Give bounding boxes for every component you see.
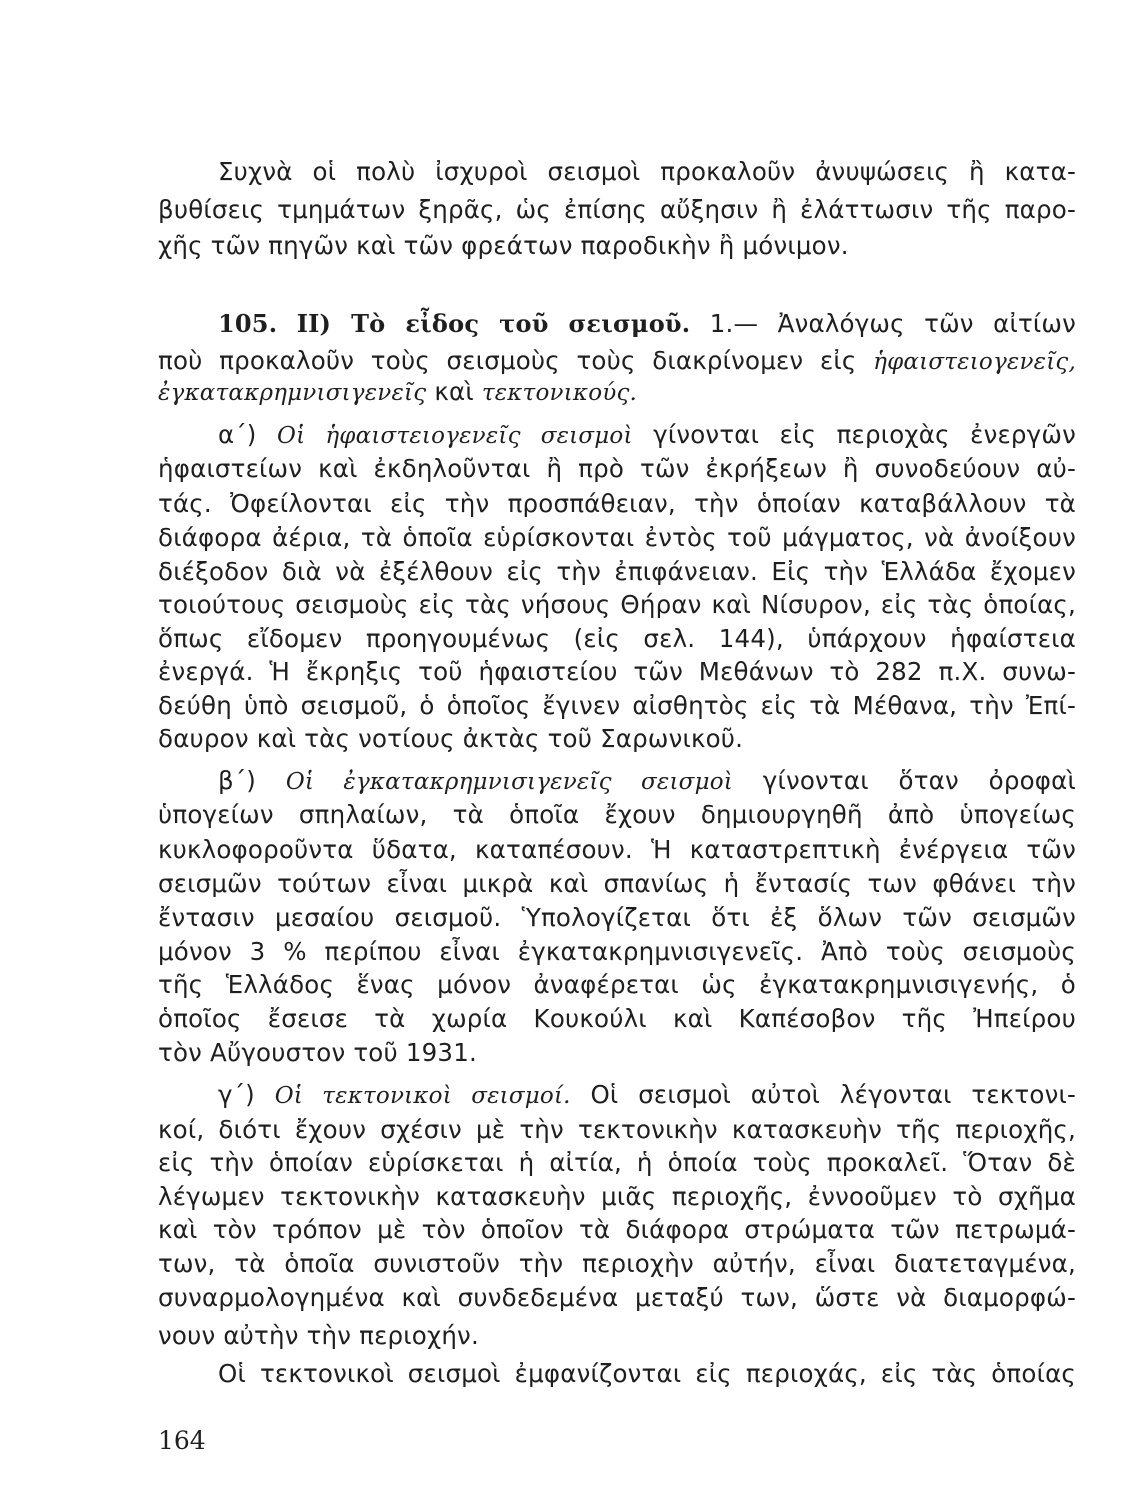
- section-text: ποὺ προκαλοῦν τοὺς σεισμοὺς τοὺς διακρίνομεν εἰς: [158, 346, 857, 375]
- italic-term: Οἱ ἐγκατακρημνισιγενεῖς σεισμοὶ: [285, 769, 733, 795]
- paragraph-text: γίνονται ὅταν ὀροφαὶ: [762, 766, 1076, 795]
- paragraph-line: ἐνεργά. Ἡ ἔκρηξις τοῦ ἡφαιστείου τῶν Μεθάνων τὸ 282 π.Χ. συνω-: [158, 657, 1076, 686]
- paragraph-line: [218, 764, 1076, 799]
- paragraph-text: Οἱ σεισμοὶ αὐτοὶ λέγονται τεκτονι-: [590, 1080, 1076, 1109]
- italic-term: ἡφαιστειογενεῖς,: [873, 349, 1076, 375]
- italic-term: τεκτονικούς.: [481, 380, 638, 406]
- paragraph-line: διέξοδον διὰ νὰ ἐξέλθουν εἰς τὴν ἐπιφάνειαν. Εἰς τὴν Ἑλλάδα ἔχομεν: [158, 557, 1076, 586]
- paragraph-line: ἡφαιστείων καὶ ἐκδηλοῦνται ἢ πρὸ τῶν ἐκρήξεων ἢ συνοδεύουν αὐ-: [158, 454, 1076, 483]
- paragraph-line: [218, 1078, 1076, 1113]
- paragraph-line: βυθίσεις τμημάτων ξηρᾶς, ὡς ἐπίσης αὔξησιν ἢ ἐλάττωσιν τῆς παρο-: [158, 195, 1076, 224]
- page-number: 164: [158, 1426, 206, 1455]
- paragraph-line: νουν αὐτὴν τὴν περιοχήν.: [158, 1321, 479, 1350]
- paragraph-line: τῆς Ἑλλάδος ἕνας μόνον ἀναφέρεται ὡς ἐγκατακρημνισιγενής, ὁ: [158, 970, 1076, 999]
- paragraph-line: [218, 418, 1076, 453]
- section-number: 105.: [218, 309, 278, 338]
- paragraph-line: ὑπογείων σπηλαίων, τὰ ὁποῖα ἔχουν δημιουργηθῆ ἀπὸ ὑπογείως: [158, 800, 1076, 829]
- paragraph-line: λέγωμεν τεκτονικὴν κατασκευὴν μιᾶς περιοχῆς, ἐννοοῦμεν τὸ σχῆμα: [158, 1182, 1076, 1211]
- paragraph-line: διάφορα ἀέρια, τὰ ὁποῖα εὑρίσκονται ἐντὸς τοῦ μάγματος, νὰ ἀνοίξουν: [158, 523, 1076, 552]
- paragraph-line: τοιούτους σεισμοὺς εἰς τὰς νήσους Θήραν καὶ Νίσυρον, εἰς τὰς ὁποίας,: [158, 590, 1076, 619]
- paragraph-line: μόνον 3 % περίπου εἶναι ἐγκατακρημνισιγενεῖς. Ἀπὸ τοὺς σεισμοὺς: [158, 937, 1076, 966]
- paragraph-line: κοί, διότι ἔχουν σχέσιν μὲ τὴν τεκτονικὴν κατασκευὴν τῆς περιοχῆς,: [158, 1115, 1076, 1144]
- paragraph-line: των, τὰ ὁποῖα συνιστοῦν τὴν περιοχὴν αὐτήν, εἶναι διατεταγμένα,: [158, 1249, 1076, 1278]
- paragraph-line: Οἱ τεκτονικοὶ σεισμοὶ ἐμφανίζονται εἰς περιοχάς, εἰς τὰς ὁποίας: [218, 1359, 1076, 1388]
- paragraph-line: συναρμολογημένα καὶ συνδεδεμένα μεταξύ των, ὥστε νὰ διαμορφώ-: [158, 1283, 1076, 1312]
- paragraph-line: σεισμῶν τούτων εἶναι μικρὰ καὶ σπανίως ἡ ἔντασίς των φθάνει τὴν: [158, 869, 1076, 898]
- paragraph-line: δεύθη ὑπὸ σεισμοῦ, ὁ ὁποῖος ἔγινεν αἰσθητὸς εἰς τὰ Μέθανα, τὴν Ἐπί-: [158, 691, 1076, 720]
- paragraph-line: ὅπως εἴδομεν προηγουμένως (εἰς σελ. 144), ὑπάρχουν ἡφαίστεια: [158, 624, 1076, 653]
- paragraph-line: εἰς τὴν ὁποίαν εὑρίσκεται ἡ αἰτία, ἡ ὁποία τοὺς προκαλεῖ. Ὅταν δὲ: [158, 1148, 1076, 1177]
- section-heading: II) Τὸ εἶδος τοῦ σεισμοῦ.: [296, 309, 691, 338]
- paragraph-line: κυκλοφοροῦντα ὕδατα, καταπέσουν. Ἡ καταστρεπτικὴ ἐνέργεια τῶν: [158, 835, 1076, 864]
- italic-term: ἐγκατακρημνισιγενεῖς: [158, 380, 427, 406]
- section-text: 1.— Ἀναλόγως τῶν αἰτίων: [709, 309, 1076, 338]
- list-marker: γ΄): [218, 1080, 255, 1109]
- paragraph-line: τάς. Ὀφείλονται εἰς τὴν προσπάθειαν, τὴν ὁποίαν καταβάλλουν τὰ: [158, 489, 1076, 518]
- list-marker: α΄): [218, 420, 257, 449]
- italic-term: Οἱ τεκτονικοὶ σεισμοί.: [274, 1083, 571, 1109]
- paragraph-line: [158, 375, 1076, 410]
- italic-term: Οἱ ἡφαιστειογενεῖς σεισμοὶ: [277, 423, 633, 449]
- list-marker: β΄): [218, 766, 257, 795]
- paragraph-line: τὸν Αὔγουστον τοῦ 1931.: [158, 1038, 477, 1067]
- paragraph-line: ὁποῖος ἔσεισε τὰ χωρία Κουκούλι καὶ Καπέσοβον τῆς Ἠπείρου: [158, 1004, 1076, 1033]
- paragraph-line: ἔντασιν μεσαίου σεισμοῦ. Ὑπολογίζεται ὅτι ἐξ ὅλων τῶν σεισμῶν: [158, 903, 1076, 932]
- paragraph-line: Συχνὰ οἱ πολὺ ἰσχυροὶ σεισμοὶ προκαλοῦν ἀνυψώσεις ἢ κατα-: [218, 157, 1076, 186]
- paragraph-line: καὶ τὸν τρόπον μὲ τὸν ὁποῖον τὰ διάφορα στρώματα τῶν πετρωμά-: [158, 1215, 1076, 1244]
- section-text: καὶ: [434, 377, 474, 406]
- section-heading-line: [218, 307, 1076, 341]
- paragraph-line: δαυρον καὶ τὰς νοτίους ἀκτὰς τοῦ Σαρωνικοῦ.: [158, 724, 744, 753]
- paragraph-text: γίνονται εἰς περιοχὰς ἐνεργῶν: [653, 420, 1076, 449]
- paragraph-line: [158, 344, 1076, 379]
- paragraph-line: χῆς τῶν πηγῶν καὶ τῶν φρεάτων παροδικὴν ἢ μόνιμον.: [158, 231, 849, 260]
